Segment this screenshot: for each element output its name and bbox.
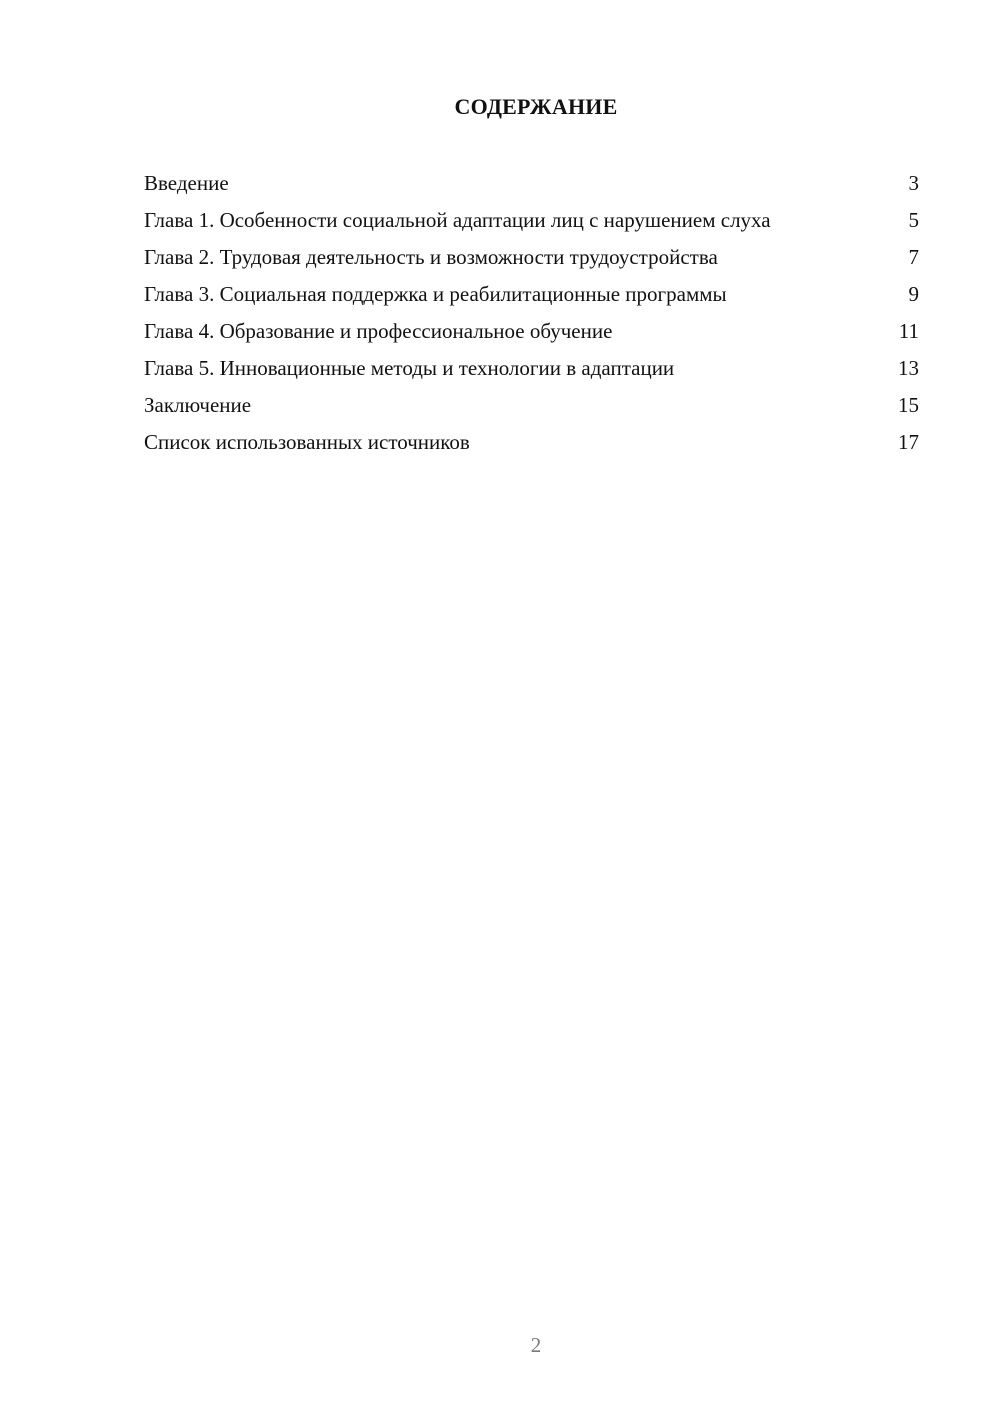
toc-entry-page: 7 (908, 245, 919, 269)
toc-entry-title: Глава 4. Образование и профессиональное обучение (144, 319, 613, 343)
toc-entry-title: Введение (144, 171, 229, 195)
toc-entry-page: 9 (908, 282, 919, 306)
toc-entry-conclusion (144, 392, 919, 419)
toc-entry-chapter-5 (144, 355, 919, 382)
toc-entry-title: Глава 3. Социальная поддержка и реабилитационные программы (144, 282, 727, 306)
toc-entry-title: Глава 2. Трудовая деятельность и возможности трудоустройства (144, 245, 718, 269)
toc-entry-chapter-2 (144, 244, 919, 271)
toc-entry-title: Глава 1. Особенности социальной адаптации лиц с нарушением слуха (144, 208, 771, 232)
toc-entry-title: Список использованных источников (144, 430, 470, 454)
toc-entry-references (144, 429, 919, 456)
toc-entry-page: 17 (898, 430, 919, 454)
toc-entry-chapter-3 (144, 281, 919, 308)
page-title: СОДЕРЖАНИЕ (454, 94, 618, 119)
toc-entry-page: 13 (898, 356, 919, 380)
table-of-contents (144, 170, 919, 466)
toc-entry-page: 5 (908, 208, 919, 232)
toc-entry-chapter-1 (144, 207, 919, 234)
toc-entry-title: Глава 5. Инновационные методы и технологии в адаптации (144, 356, 675, 380)
toc-entry-page: 15 (898, 393, 919, 417)
toc-entry-page: 3 (908, 171, 919, 195)
toc-entry-title: Заключение (144, 393, 252, 417)
toc-entry-page: 11 (898, 319, 919, 343)
page-number: 2 (530, 1333, 542, 1357)
toc-entry-chapter-4 (144, 318, 919, 345)
toc-entry-introduction (144, 170, 919, 197)
